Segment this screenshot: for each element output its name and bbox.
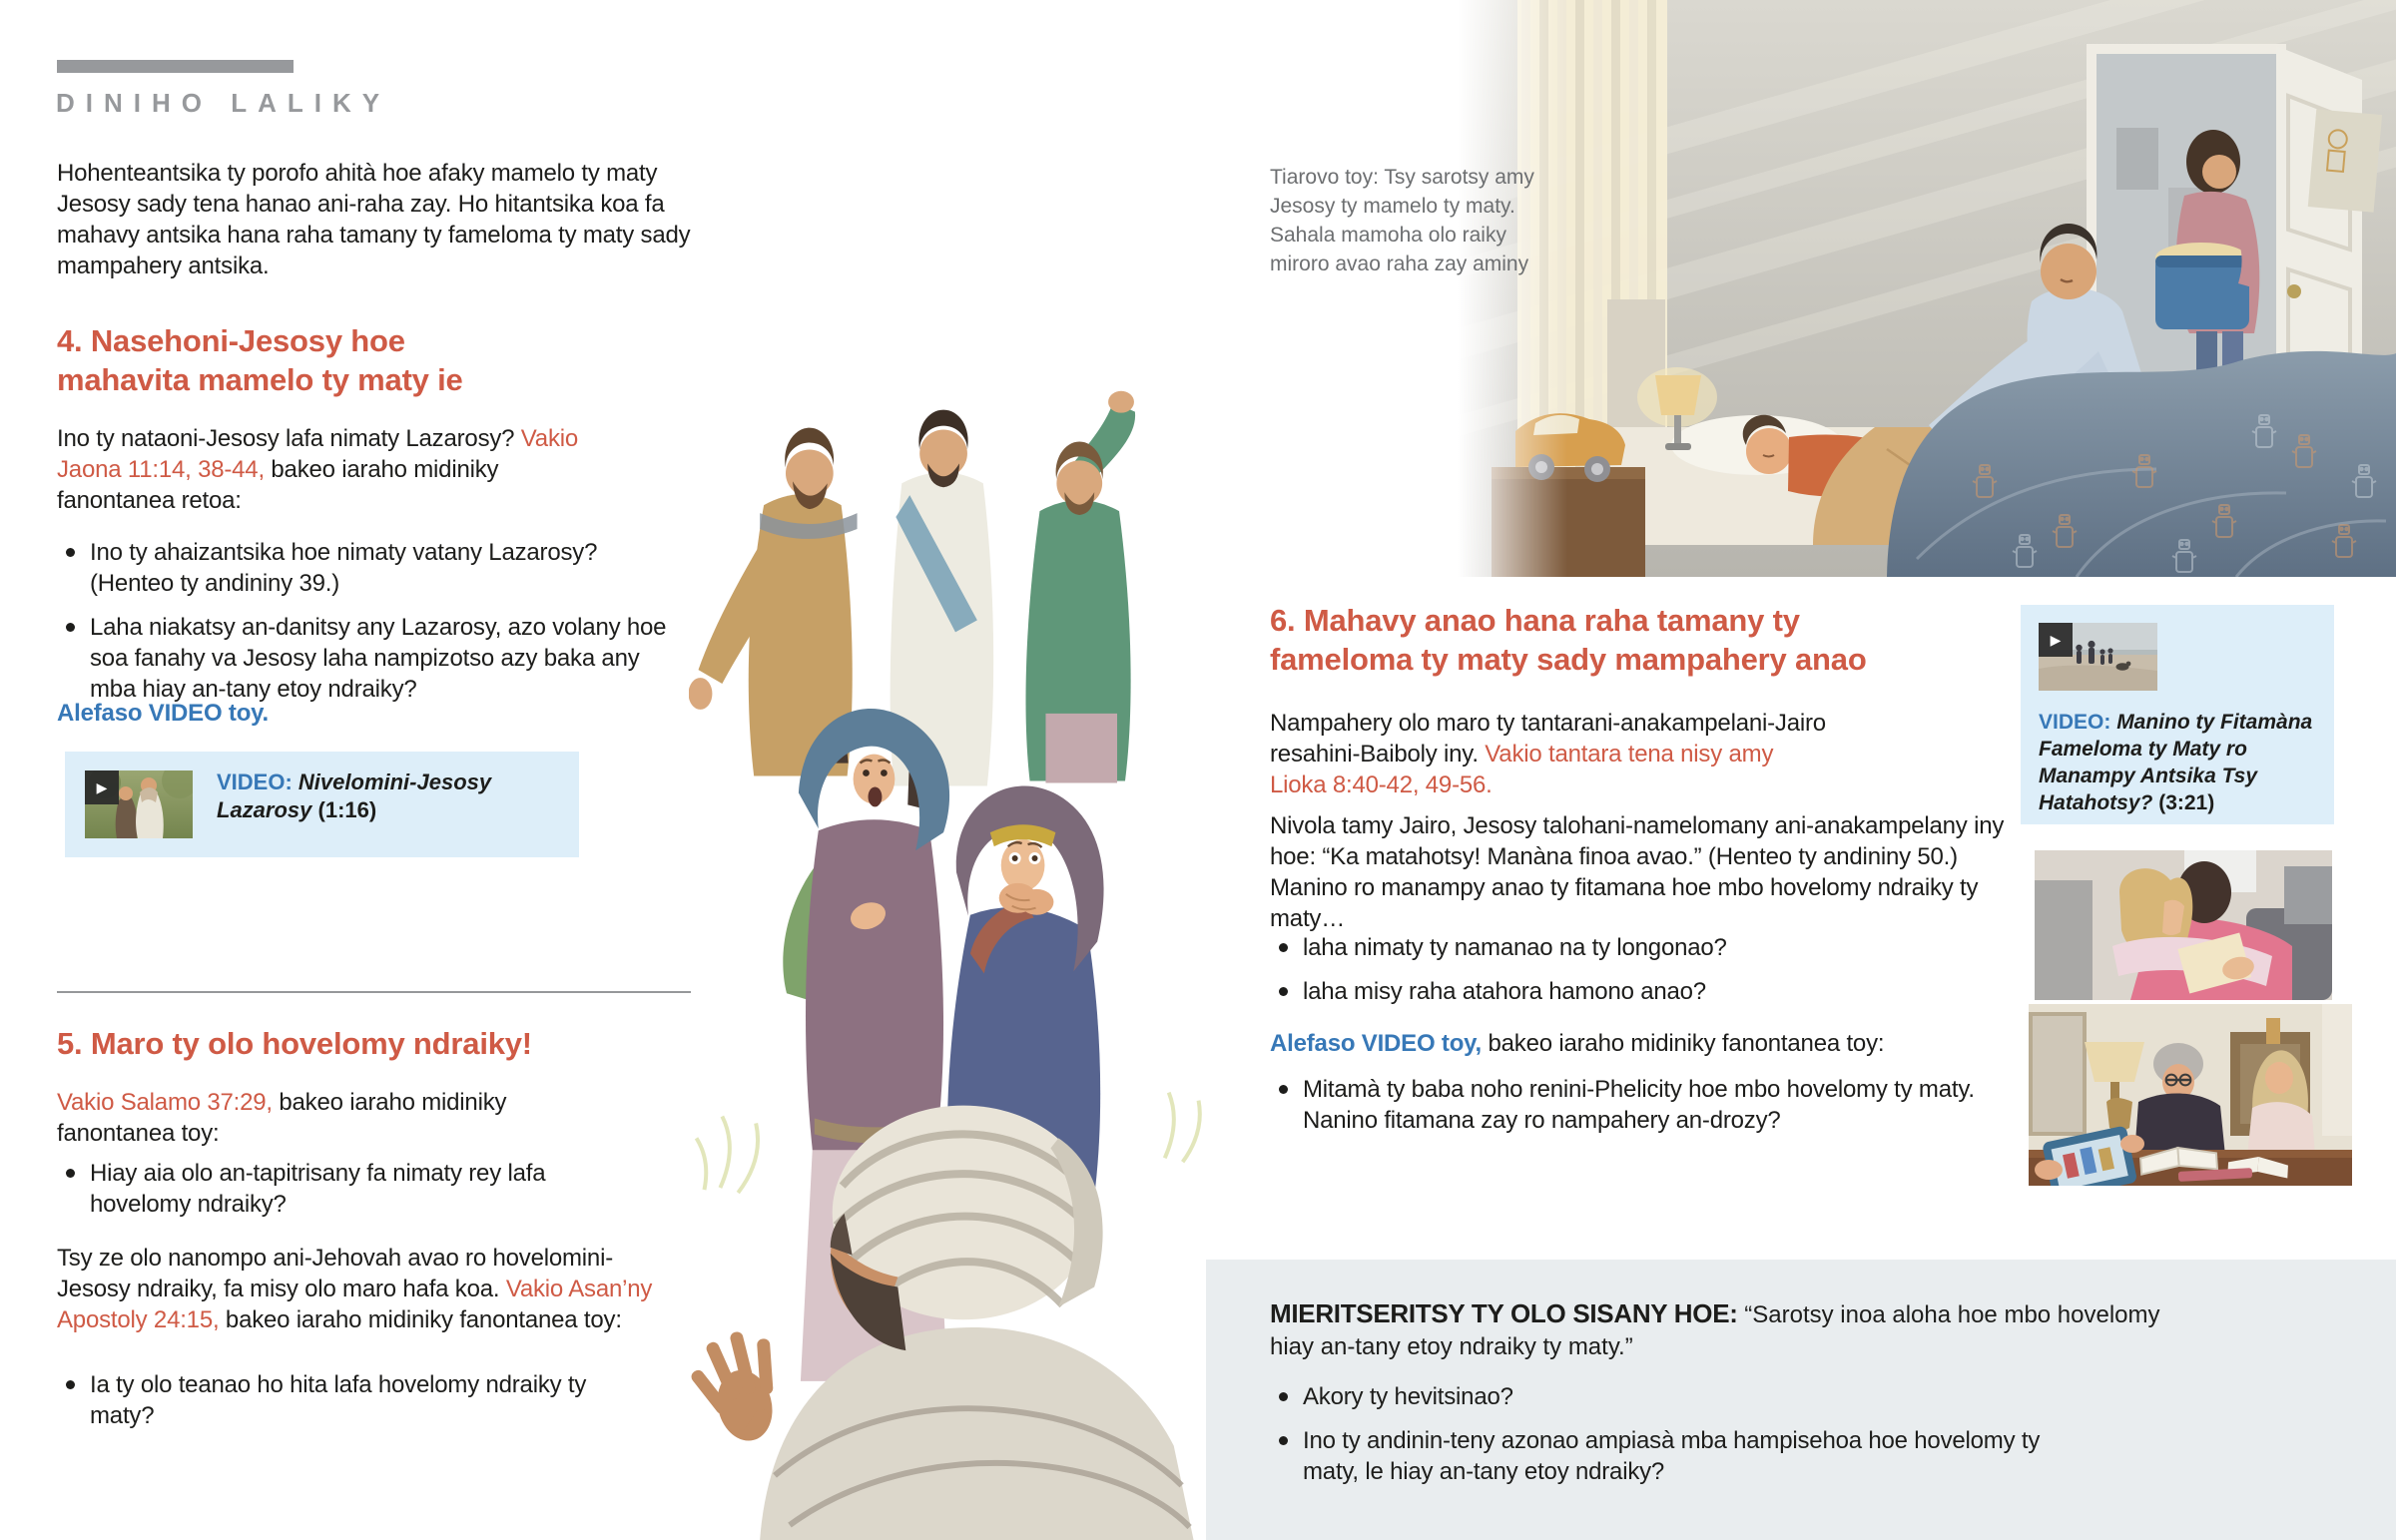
bedtime-photo-art — [1458, 0, 2396, 577]
section5-bullets-a — [57, 1158, 569, 1233]
section4-title: 4. Nasehoni-Jesosy hoe mahavita mamelo ty maty ie — [57, 323, 463, 397]
bullet-item: Ino ty andinin-teny azonao ampiasà mba hampisehoa hoe hovelomy ty maty, le hiay an-tany etoy ndraiky? — [1270, 1425, 2092, 1487]
section6-p1-plain: Nampahery olo maro ty tantarani-anakampelani-Jairo resahini-Baiboly iny. — [1270, 710, 1826, 768]
section5-lead-rest: bakeo iaraho midiniky fanontanea toy: — [57, 1089, 507, 1147]
play-glyph: ▶ — [2050, 631, 2062, 648]
kicker-rule — [57, 60, 294, 73]
video-link-section6[interactable]: Alefaso VIDEO toy, — [1270, 1030, 1483, 1057]
video-label: VIDEO: — [217, 770, 293, 794]
lazarus-illustration-art — [689, 354, 1218, 1540]
video-link-section4[interactable]: Alefaso VIDEO toy. — [57, 700, 270, 727]
bullet-item: Ia ty olo teanao ho hita lafa hovelomy ndraiky ty maty? — [57, 1369, 609, 1431]
section6-bullets — [1270, 932, 2002, 1020]
bullet-item: Laha niakatsy an-danitsy any Lazarosy, azo volany hoe soa fanahy va Jesosy laha nampizotso azy baka any mba hiay an-tany etoy ndraiky? — [57, 612, 674, 705]
video-duration: (3:21) — [2158, 791, 2215, 814]
section-divider — [57, 991, 691, 993]
section4-lead-rest: bakeo iaraho midiniky fanontanea retoa: — [57, 456, 499, 514]
bullet-item: Mitamà ty baba noho renini-Phelicity hoe mbo hovelomy ty maty. Nanino fitamana zay ro nampahery an-drozy? — [1270, 1074, 2032, 1136]
photo-comforting-hug — [2035, 850, 2332, 1000]
section6-video-link-rest: bakeo iaraho midiniky fanontanea toy: — [1488, 1030, 1885, 1057]
section4-bullets — [57, 537, 674, 718]
section5-paragraph — [57, 1243, 661, 1335]
photo-bedtime-family — [1458, 0, 2396, 577]
hug-photo-art — [2035, 850, 2332, 1000]
play-icon[interactable] — [2039, 623, 2073, 657]
section5-para-plain: Tsy ze olo nanompo ani-Jehovah avao ro hovelomini-Jesosy ndraiky, fa misy olo maro hafa koa. — [57, 1245, 613, 1302]
intro-paragraph: Hohenteantsika ty porofo ahità hoe afaky mamelo ty maty Jesosy sady tena hanao ani-raha zay. Ho hitantsika koa fa mahavy antsika hana raha tamany ty fameloma ty maty sady mampahery antsika. — [57, 160, 691, 279]
section6-paragraph-1 — [1270, 708, 1834, 800]
discussion-box — [1206, 1260, 2396, 1540]
bullet-item: laha misy raha atahora hamono anao? — [1270, 976, 2002, 1007]
onlooker-man-green — [1025, 391, 1135, 783]
section4-lead — [57, 423, 596, 516]
illustration-lazarus-crowd — [689, 354, 1218, 1540]
video-card-lazarus[interactable] — [65, 752, 579, 857]
scripture-link-jaona[interactable]: Vakio Jaona 11:14, 38-44, — [57, 425, 579, 483]
discussion-lead-bold: MIERITSERITSY TY OLO SISANY HOE: — [1270, 1298, 1738, 1328]
discussion-quote: “Sarotsy inoa aloha hoe mbo hovelomy hiay an-tany etoy ndraiky ty maty.” — [1270, 1301, 2160, 1360]
scripture-link-apostoly[interactable]: Vakio Asan’ny Apostoly 24:15, — [57, 1276, 653, 1333]
section6-title: 6. Mahavy anao hana raha tamany ty fameloma ty maty sady mampahery anao — [1270, 603, 1867, 677]
section6-video-link-line — [1270, 1028, 2009, 1059]
bullet-item: Ino ty ahaizantsika hoe nimaty vatany Lazarosy? (Henteo ty andininy 39.) — [57, 537, 649, 599]
video-title: Manino ty Fitamàna Fameloma ty Maty ro Manampy Antsika Tsy Hatahotsy? — [2039, 711, 2313, 814]
discussion-lead — [1270, 1297, 2203, 1363]
photo-bible-study-tablet — [2029, 1004, 2352, 1186]
section4-lead-question: Ino ty nataoni-Jesosy lafa nimaty Lazarosy? — [57, 425, 515, 452]
bullet-item: Hiay aia olo an-tapitrisany fa nimaty rey lafa hovelomy ndraiky? — [57, 1158, 569, 1220]
section5-bullets-b — [57, 1369, 609, 1444]
section6-paragraph-2: Nivola tamy Jairo, Jesosy talohani-namelomany ani-anakampelany iny hoe: “Ka matahotsy! Manàna finoa avao.” (Henteo ty andininy 50.) Manino ro manampy anao ty fitamana hoe mbo hovelomy ndraiky ty maty… — [1270, 812, 2005, 932]
bullet-item: laha nimaty ty namanao na ty longonao? — [1270, 932, 2002, 963]
section5-para-rest: bakeo iaraho midiniky fanontanea toy: — [225, 1306, 622, 1333]
video-thumbnail-beach[interactable] — [2039, 623, 2157, 691]
section4-video-link-line — [57, 698, 269, 729]
video-caption — [217, 769, 566, 824]
scripture-link-lioka[interactable]: Vakio tantara tena nisy amy Lioka 8:40-42, 49-56. — [1270, 741, 1774, 798]
play-icon[interactable] — [85, 770, 119, 804]
section6-bullet-video — [1270, 1074, 2032, 1149]
section5-title: 5. Maro ty olo hovelomy ndraiky! — [57, 1026, 532, 1061]
study-photo-art — [2029, 1004, 2352, 1186]
video-title: Nivelomini-Jesosy Lazarosy — [217, 770, 492, 822]
sidebar-video-caption — [2039, 709, 2314, 816]
jesus-raised-hand — [689, 1324, 793, 1453]
discussion-bullets — [1270, 1381, 2092, 1500]
bullet-item: Akory ty hevitsinao? — [1270, 1381, 1702, 1412]
play-glyph: ▶ — [96, 778, 108, 795]
video-card-resurrection-hope[interactable] — [2021, 605, 2334, 824]
video-label: VIDEO: — [2039, 711, 2111, 734]
page-kicker: DINIHO LALIKY — [56, 88, 391, 118]
video-thumbnail-lazarus[interactable] — [85, 770, 193, 838]
section5-lead — [57, 1087, 581, 1149]
scripture-link-salamo[interactable]: Vakio Salamo 37:29, — [57, 1089, 273, 1116]
photo-caption: Tiarovo toy: Tsy sarotsy amy Jesosy ty mamelo ty maty. Sahala mamoha olo raiky miroro avao raha zay aminy — [1270, 166, 1534, 275]
video-duration: (1:16) — [317, 797, 377, 822]
